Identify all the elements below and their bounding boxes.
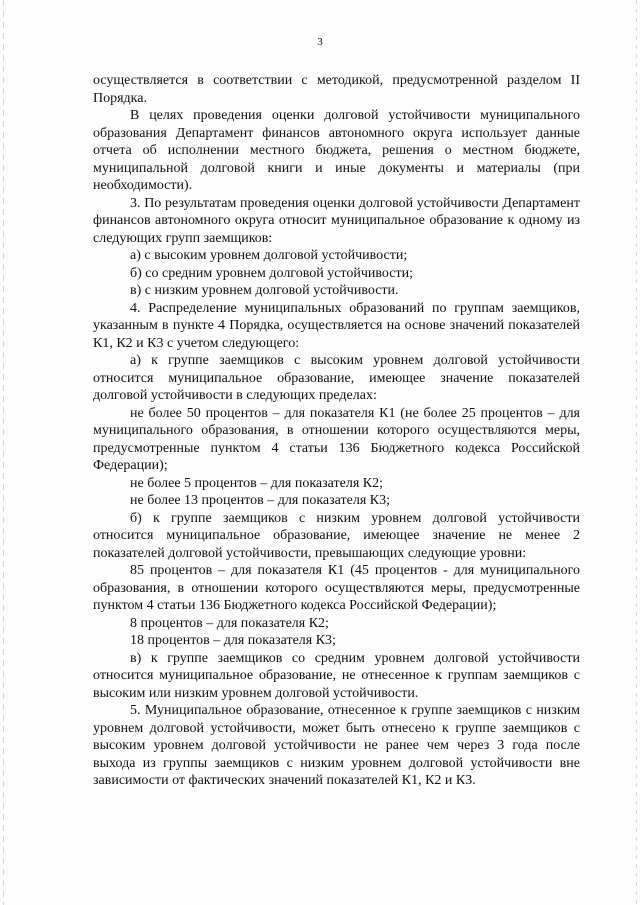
paragraph-item-5: 5. Муниципальное образование, отнесенное к группе заемщиков с низким уровнем долговой устойчивости, может быть отнесено к группе заемщиков с высоким уровнем долговой устойчивости не ранее чем через 3 года после выхода из группы заемщиков с низким уровнем долговой устойчивости вне зависимости от фактических значений показателей К1, К2 и К3. <box>93 703 580 788</box>
scan-edge-left <box>3 0 4 905</box>
limit-k2-low: 8 процентов – для показателя К2; <box>130 615 329 631</box>
paragraph-item-3: 3. По результатам проведения оценки долговой устойчивости Департамент финансов автономного округа относит муниципальное образование к одному из следующих групп заемщиков: <box>93 195 580 246</box>
limit-k1-low: 85 процентов – для показателя К1 (45 процентов - для муниципального образования, в отношении которого осуществляются меры, предусмотренные пунктом 4 статьи 136 Бюджетного кодекса Российской Федерации); <box>93 563 580 613</box>
limit-k2-high: не более 5 процентов – для показателя К2; <box>130 475 384 491</box>
limit-k3-low: 18 процентов – для показателя К3; <box>130 633 336 648</box>
document-body <box>93 72 580 790</box>
limit-k3-high: не более 13 процентов – для показателя К3; <box>130 493 391 508</box>
paragraph-data-sources: В целях проведения оценки долговой устойчивости муниципального образования Департамент финансов автономного округа использует данные отчета об исполнении местного бюджета, решения о местном бюджете, муниципальной долговой книги и иные документы и материалы (при необходимости). <box>93 108 580 193</box>
list-item-low-stability: в) с низким уровнем долговой устойчивости. <box>130 283 399 298</box>
paragraph-item-4: 4. Распределение муниципальных образований по группам заемщиков, указанным в пункте 4 Порядка, осуществляется на основе значений показателей К1, К2 и К3 с учетом следующего: <box>93 300 580 351</box>
scan-edge-right <box>636 0 637 905</box>
page-number: 3 <box>317 36 323 48</box>
paragraph-continuation: осуществляется в соответствии с методикой, предусмотренной разделом II Порядка. <box>93 73 580 106</box>
limit-k1-high: не более 50 процентов – для показателя К1 (не более 25 процентов – для муниципального образования, в отношении которого осуществляются меры, предусмотренные пунктом 4 статьи 136 Бюджетного кодекса Российской Федерации); <box>93 405 580 473</box>
paragraph-item-4b: б) к группе заемщиков с низким уровнем долговой устойчивости относится муниципальное образование, имеющее значение не менее 2 показателей долговой устойчивости, превышающих следующие уровни: <box>93 510 580 561</box>
list-item-medium-stability: б) со средним уровнем долговой устойчивости; <box>130 265 413 281</box>
paragraph-item-4a: а) к группе заемщиков с высоким уровнем долговой устойчивости относится муниципальное образование, имеющее значение показателей долговой устойчивости в следующих пределах: <box>93 353 580 403</box>
paragraph-item-4v: в) к группе заемщиков со средним уровнем долговой устойчивости относится муниципальное образование, не отнесенное к группам заемщиков с высоким или низким уровнем долговой устойчивости. <box>93 650 580 701</box>
list-item-high-stability: а) с высоким уровнем долговой устойчивости; <box>130 248 408 263</box>
